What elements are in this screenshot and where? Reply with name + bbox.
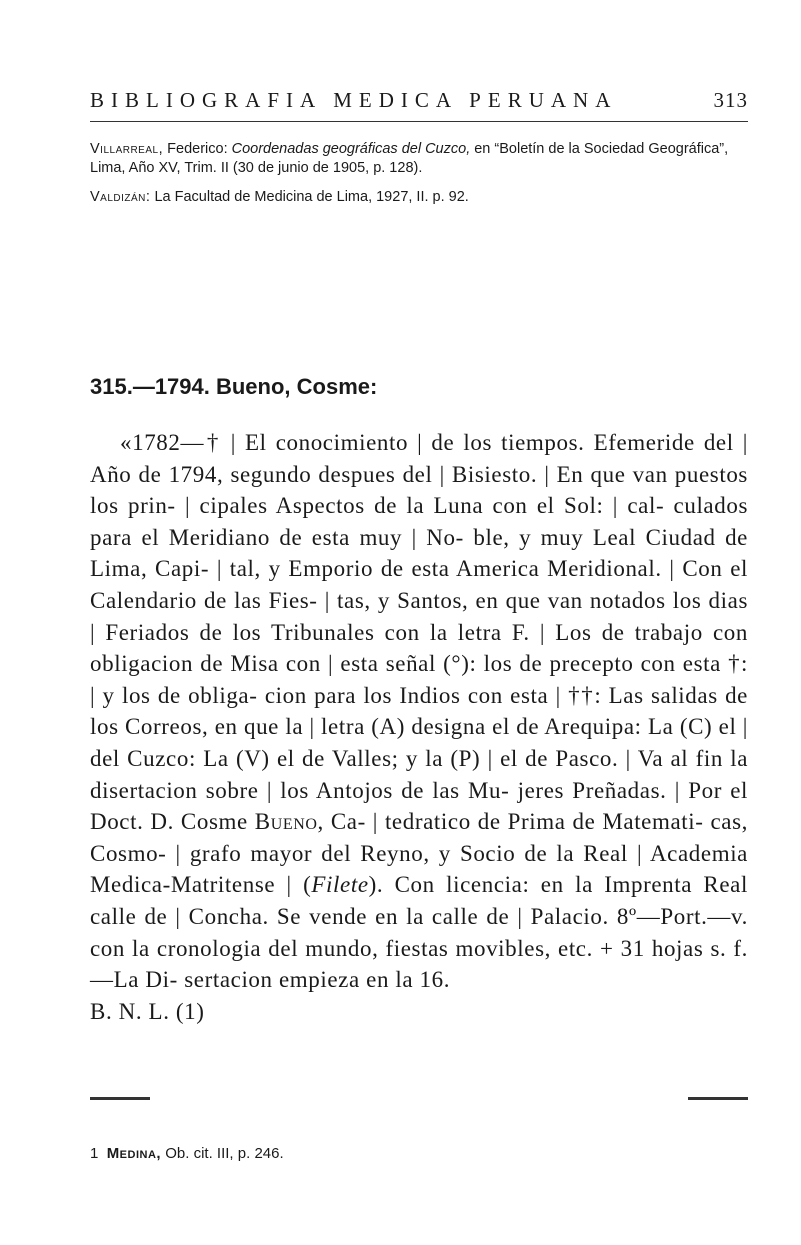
running-title: BIBLIOGRAFIA MEDICA PERUANA [90,88,618,112]
body-text-part: ). Con licencia: en la Imprenta Real calle de | Concha. Se vende en la calle de | Palacio. [90,872,748,929]
footnote-number: 1 [90,1145,99,1162]
body-location: B. N. L. (1) [90,998,205,1024]
footnote-text: Ob. cit. III, p. 246. [161,1145,284,1162]
reference-text: en “Boletín de la Sociedad Geográfica”, Lima, Año XV, Trim. II (30 de junio de 1905, p. 128). [90,141,729,176]
page-number: 313 [713,88,748,112]
header-rule [90,121,748,122]
body-author: Bueno, [254,809,324,835]
reference-valdizan [90,188,748,207]
footnote [90,1145,284,1162]
entry-description [90,427,748,996]
footnote-rule-right [688,1097,748,1100]
reference-author: Valdizán: [90,189,151,205]
body-filete: Filete [311,872,369,898]
reference-text: Federico: [163,141,232,157]
body-text-part: «1782—† | El conocimiento | de los tiempos. Efemeride del | Año de 1794, segundo despues del | Bisiesto. | En que van puestos los prin- | cipales Aspectos de la Luna con el Sol: | cal- culados para el Meridiano de esta muy | No- ble, y muy Leal Ciudad de Lima, Capi- | tal, y Emporio de esta America Meridional. | Con el Calendario de las Fies- | tas, y Santos, en que van notados los dias | Feriados de los Tribunales con la letra F. | Los de trabajo con obligacion de Misa con | esta señal (°): los de precepto con esta †: | y los de obliga- cion para los Indios con esta | ††: Las salidas de los Correos, en que la | letra (A) designa el de Arequipa: La (C) el | del Cuzco: La (V) el de Valles; y la (P) | el de Pasco. | Va al fin la disertacion sobre | los Antojos de las Mu- jeres Preñadas. | Por el Doct. D. Cosme [90,430,748,835]
running-header [90,88,748,113]
reference-villarreal [90,140,748,178]
reference-author: Villarreal, [90,141,164,157]
reference-title: Coordenadas geográficas del Cuzco, [231,141,471,157]
entry-body [90,427,748,1027]
reference-text: La Facultad de Medicina de Lima, 1927, II. p. 92. [150,189,469,205]
footnote-author: Medina, [106,1145,162,1162]
entry-heading: 315.—1794. Bueno, Cosme: [90,374,378,399]
body-collation: 8º—Port.—v. con la cronologia del mundo, fiestas movibles, etc. + 31 hojas s. f.—La Di- sertacion empieza en la 16. [90,903,748,993]
footnote-rule-left [90,1097,150,1100]
body-text-part: Ca- | tedratico de Prima de Matemati- cas, Cosmo- | grafo mayor del Reyno, y Socio de la Real | Academia Medica-Matritense | ( [90,809,748,898]
references-block [90,140,748,217]
